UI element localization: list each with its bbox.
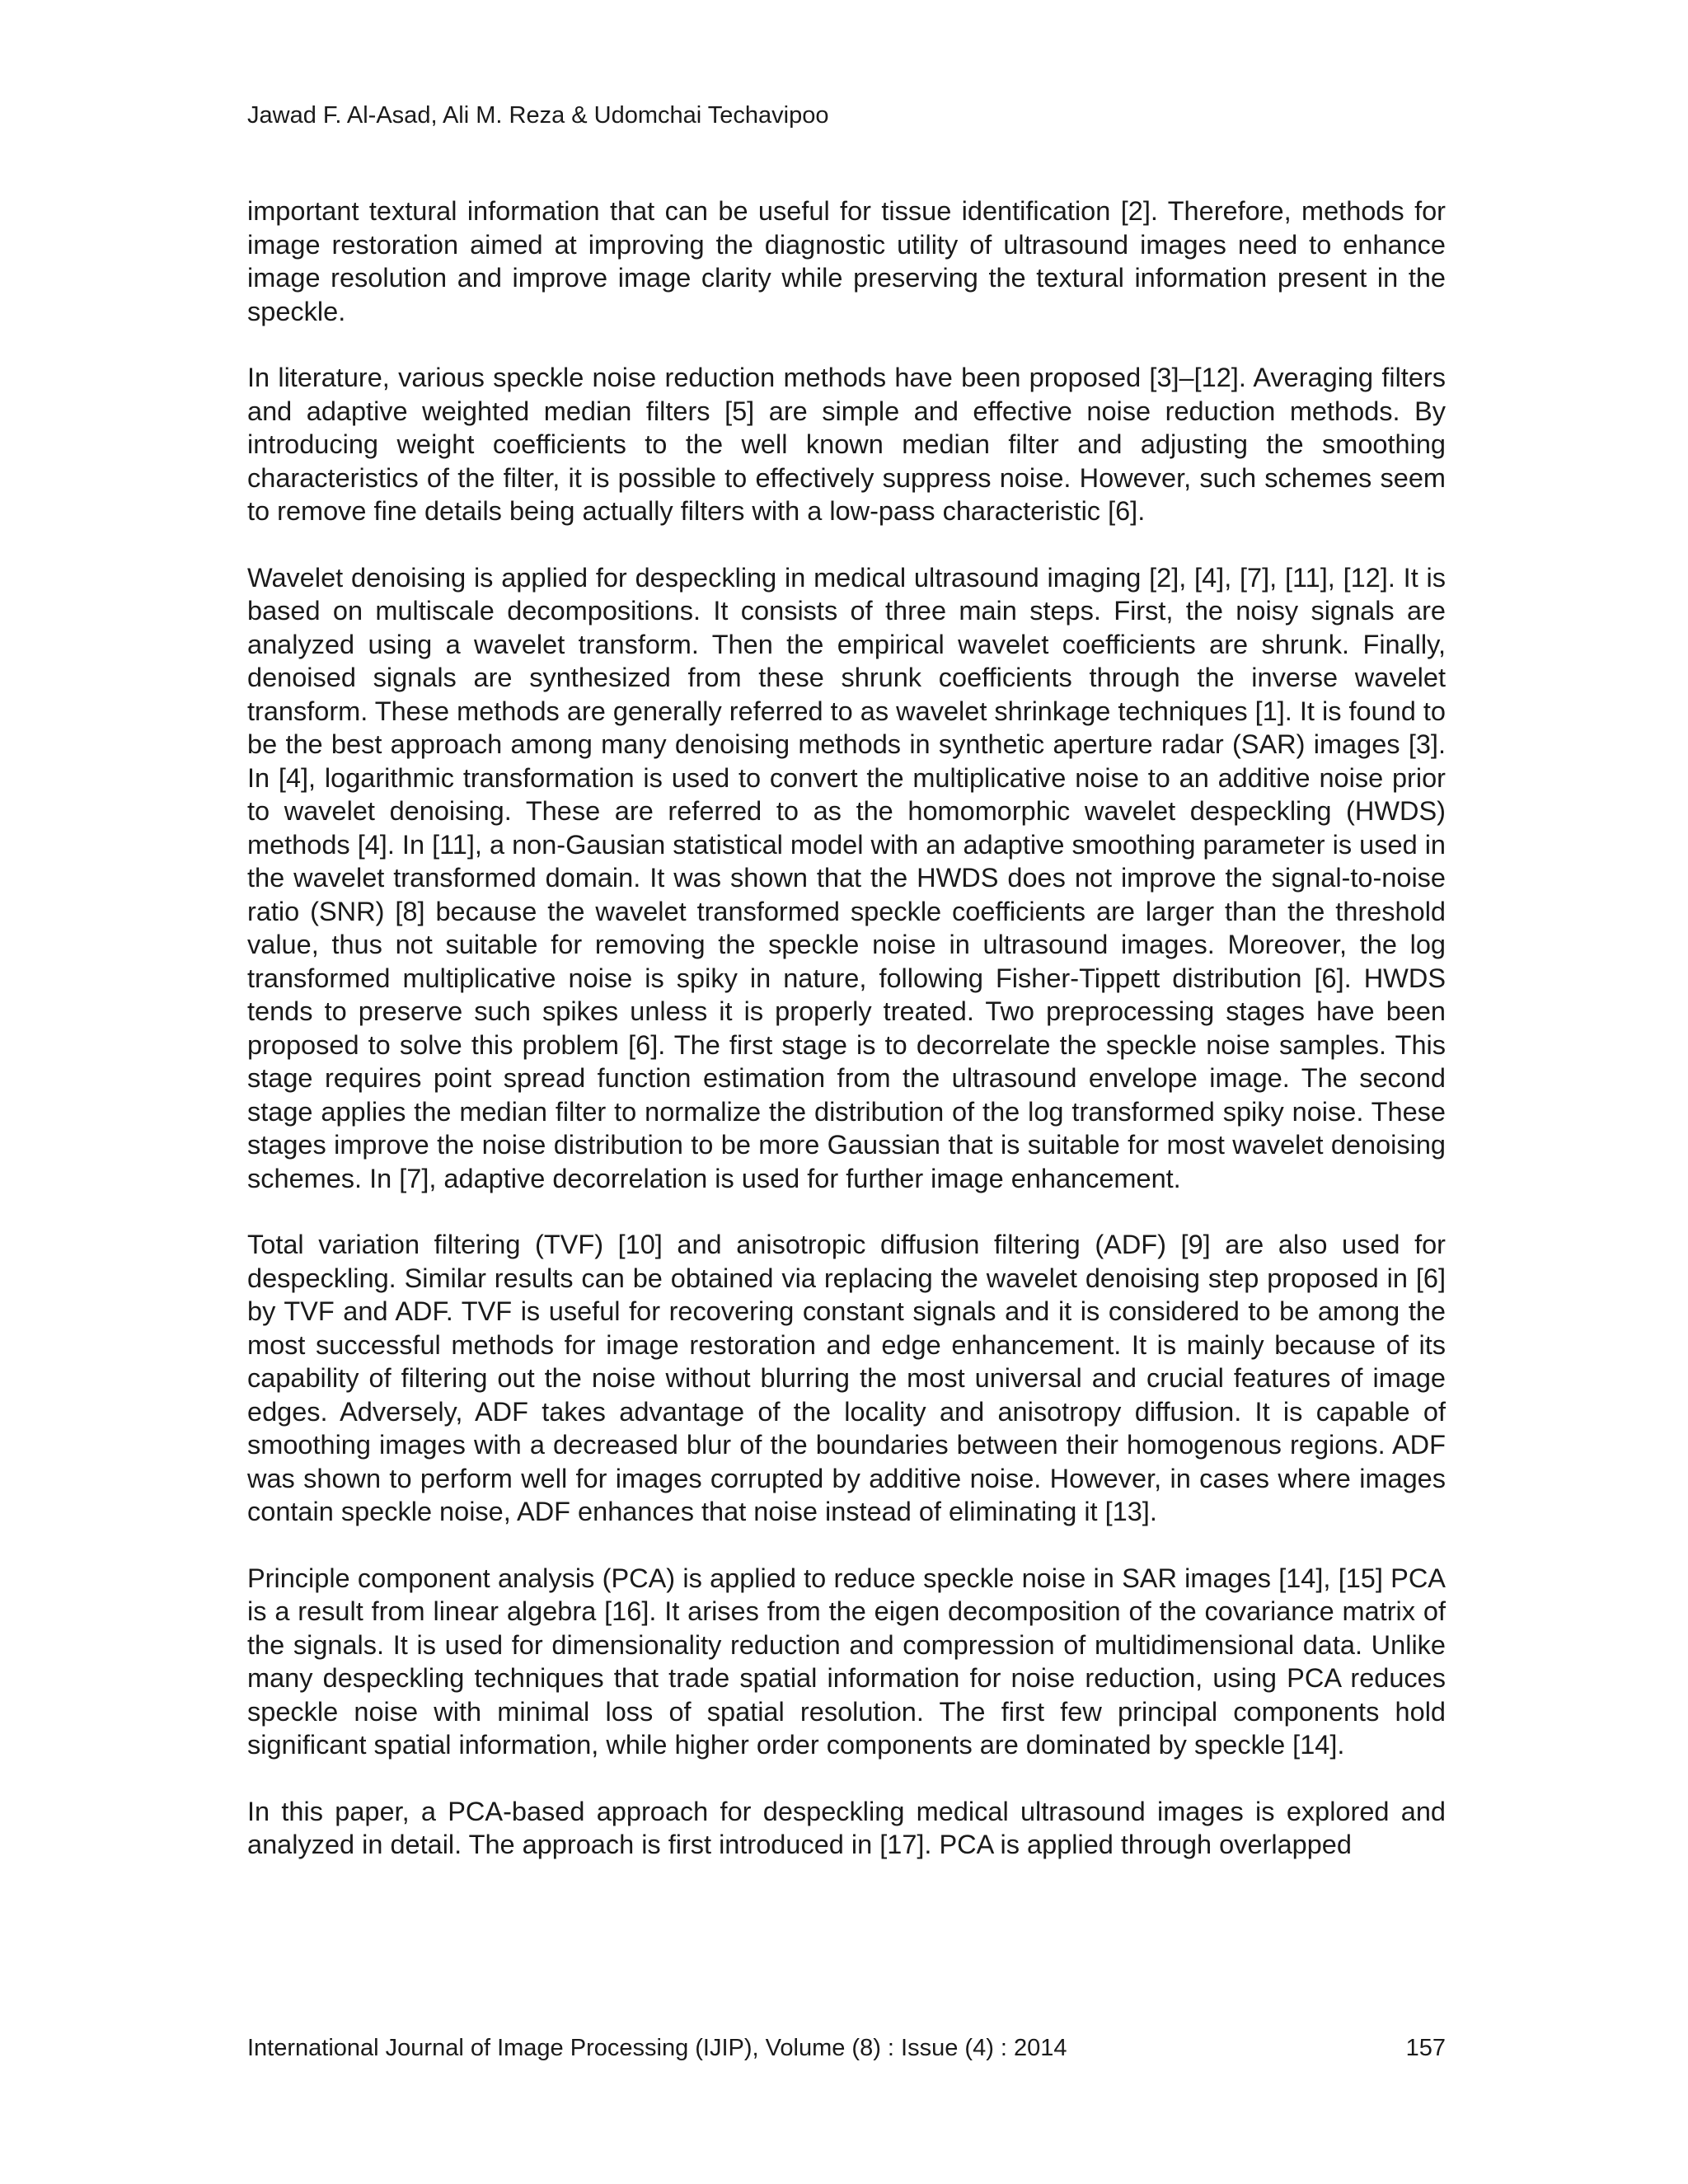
- paragraph-3: Wavelet denoising is applied for despeckling in medical ultrasound imaging [2], [4], [7], [11], [12]. It is based on multiscale decompositions. It consists of three main steps. First, the noisy signals are analyzed using a wavelet transform. Then the empirical wavelet coefficients are shrunk. Finally, denoised signals are synthesized from these shrunk coefficients through the inverse wavelet transform. These methods are generally referred to as wavelet shrinkage techniques [1]. It is found to be the best approach among many denoising methods in synthetic aperture radar (SAR) images [3]. In [4], logarithmic transformation is used to convert the multiplicative noise to an additive noise prior to wavelet denoising. These are referred to as the homomorphic wavelet despeckling (HWDS) methods [4]. In [11], a non-Gausian statistical model with an adaptive smoothing parameter is used in the wavelet transformed domain. It was shown that the HWDS does not improve the signal-to-noise ratio (SNR) [8] because the wavelet transformed speckle coefficients are larger than the threshold value, thus not suitable for removing the speckle noise in ultrasound images. Moreover, the log transformed multiplicative noise is spiky in nature, following Fisher-Tippett distribution [6]. HWDS tends to preserve such spikes unless it is properly treated. Two preprocessing stages have been proposed to solve this problem [6]. The first stage is to decorrelate the speckle noise samples. This stage requires point spread function estimation from the ultrasound envelope image. The second stage applies the median filter to normalize the distribution of the log transformed spiky noise. These stages improve the noise distribution to be more Gaussian that is suitable for most wavelet denoising schemes. In [7], adaptive decorrelation is used for further image enhancement.: [247, 562, 1446, 1193]
- footer-journal-citation: International Journal of Image Processing (IJIP), Volume (8) : Issue (4) : 2014: [247, 2035, 1067, 2061]
- paragraph-2: In literature, various speckle noise reduction methods have been proposed [3]–[12]. Averaging filters and adaptive weighted median filters [5] are simple and effective noise reduction methods. By introducing weight coefficients to the well known median filter and adjusting the smoothing characteristics of the filter, it is possible to effectively suppress noise. However, such schemes seem to remove fine details being actually filters with a low-pass characteristic [6].: [247, 363, 1446, 526]
- paragraph-4: Total variation filtering (TVF) [10] and anisotropic diffusion filtering (ADF) [9] are also used for despeckling. Similar results can be obtained via replacing the wavelet denoising step proposed in [6] by TVF and ADF. TVF is useful for recovering constant signals and it is considered to be among the most successful methods for image restoration and edge enhancement. It is mainly because of its capability of filtering out the noise without blurring the most universal and crucial features of image edges. Adversely, ADF takes advantage of the locality and anisotropy diffusion. It is capable of smoothing images with a decreased blur of the boundaries between their homogenous regions. ADF was shown to perform well for images corrupted by additive noise. However, in cases where images contain speckle noise, ADF enhances that noise instead of eliminating it [13].: [247, 1230, 1446, 1526]
- footer-page-number: 157: [1405, 2035, 1446, 2061]
- paragraph-5: Principle component analysis (PCA) is applied to reduce speckle noise in SAR images [14], [15] PCA is a result from linear algebra [16]. It arises from the eigen decomposition of the covariance matrix of the signals. It is used for dimensionality reduction and compression of multidimensional data. Unlike many despeckling techniques that trade spatial information for noise reduction, using PCA reduces speckle noise with minimal loss of spatial resolution. The first few principal components hold significant spatial information, while higher order components are dominated by speckle [14].: [247, 1563, 1446, 1760]
- page-footer: [247, 2032, 1446, 2064]
- paragraph-6: In this paper, a PCA-based approach for despeckling medical ultrasound images is explored and analyzed in detail. The approach is first introduced in [17]. PCA is applied through overlapped: [247, 1796, 1446, 1859]
- body-text: [247, 194, 1446, 1862]
- paragraph-1: important textural information that can be useful for tissue identification [2]. Therefore, methods for image restoration aimed at improving the diagnostic utility of ultrasound images need to enhance image resolution and improve image clarity while preserving the textural information present in the speckle.: [247, 196, 1446, 326]
- running-header-authors: Jawad F. Al-Asad, Ali M. Reza & Udomchai Techavipoo: [247, 102, 829, 129]
